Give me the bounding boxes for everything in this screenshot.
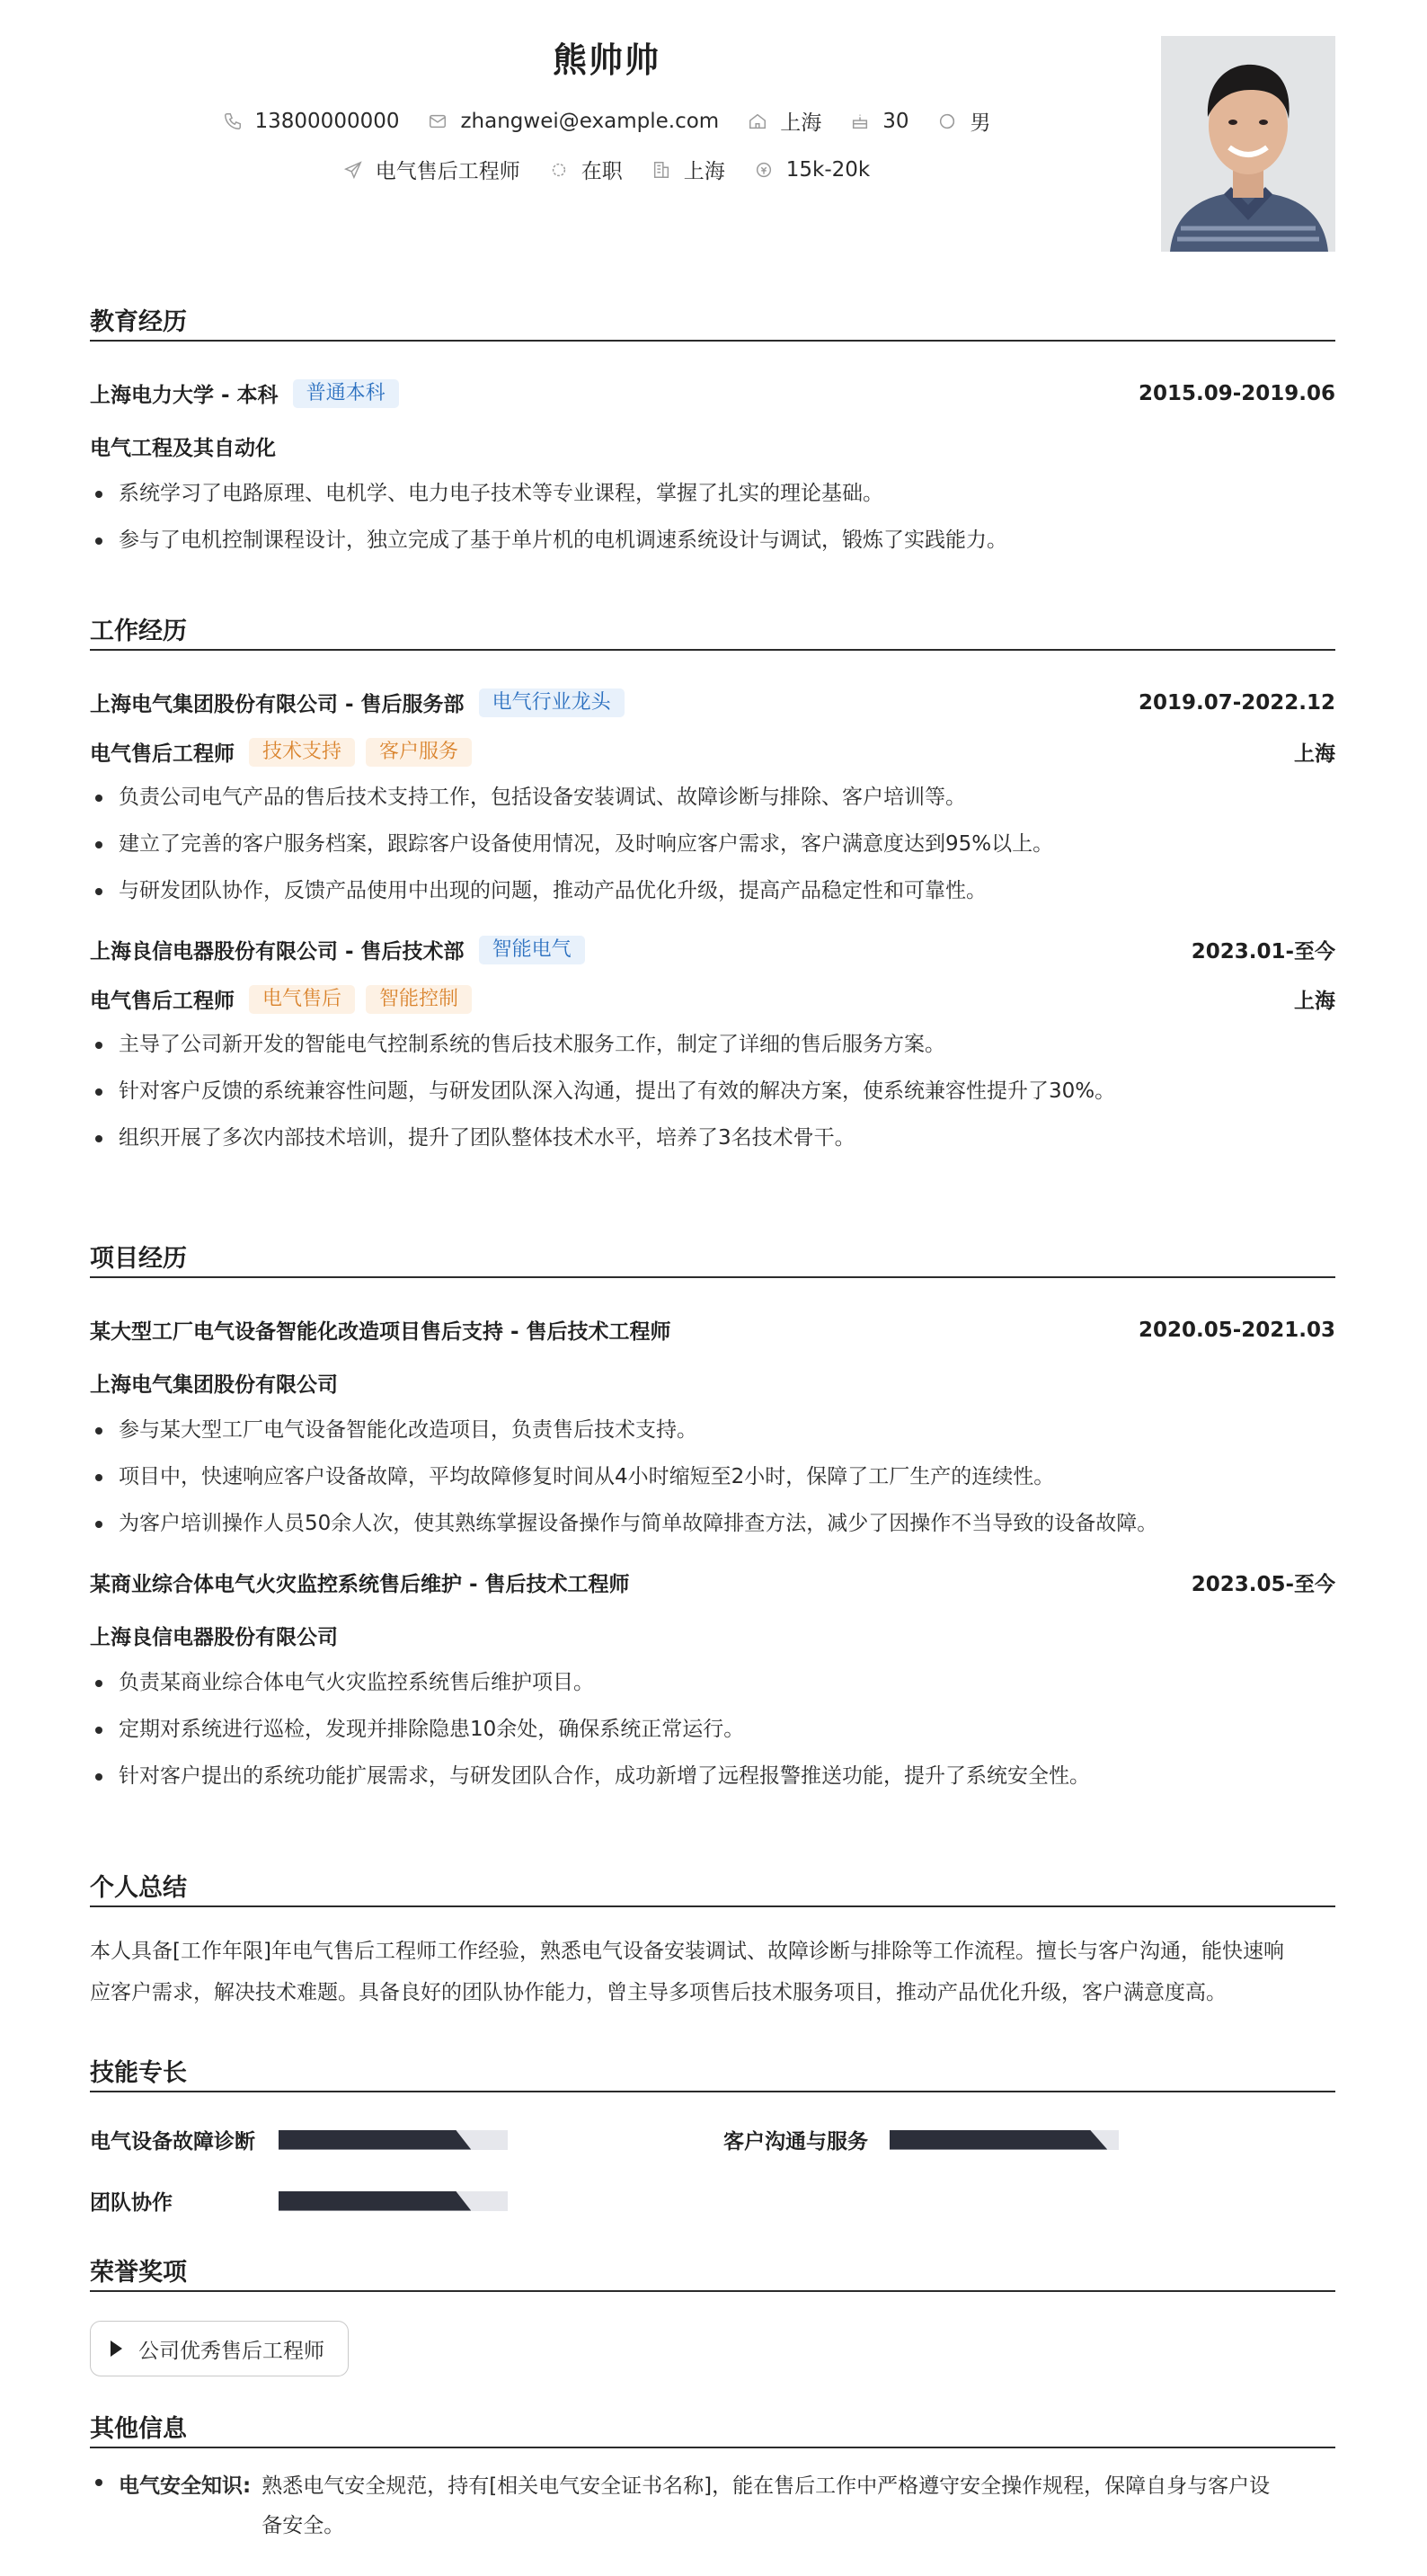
list-item: 与研发团队协作，反馈产品使用中出现的问题，推动产品优化升级，提高产品稳定性和可靠性。 xyxy=(90,875,1335,906)
role-name: 电气售后工程师 xyxy=(90,990,235,1013)
skill-name: 团队协作 xyxy=(90,2191,173,2215)
section-title: 荣誉奖项 xyxy=(90,2252,1335,2292)
salary-text: 15k-20k xyxy=(785,157,871,182)
phone-text: 13800000000 xyxy=(254,109,400,133)
project-name: 某商业综合体电气火灾监控系统售后维护 - 售后技术工程师 xyxy=(90,1573,630,1596)
work-bullets xyxy=(90,1029,1335,1153)
school-tag: 普通本科 xyxy=(293,379,399,408)
role-tag: 技术支持 xyxy=(249,738,355,767)
list-item: 建立了完善的客户服务档案，跟踪客户设备使用情况，及时响应客户需求，客户满意度达到95%以上。 xyxy=(90,829,1335,859)
skill-item xyxy=(90,2186,508,2216)
projects-section xyxy=(90,1239,1335,1791)
list-item: 参与了电机控制课程设计，独立完成了基于单片机的电机调速系统设计与调试，锻炼了实践能力。 xyxy=(90,525,1335,555)
work-section xyxy=(90,611,1335,1153)
intent-row xyxy=(0,155,1213,184)
age-text: 30 xyxy=(882,109,909,133)
gender-text: 男 xyxy=(970,111,991,135)
triangle-icon xyxy=(111,2341,122,2357)
status-item xyxy=(549,155,623,184)
award-name: 公司优秀售后工程师 xyxy=(138,2339,324,2363)
work-role-row xyxy=(90,984,1335,1014)
skill-bar xyxy=(890,2130,1119,2150)
list-item: 为客户培训操作人员50余人次，使其熟练掌握设备操作与简单故障排查方法，减少了因操作不当导致的设备故障。 xyxy=(90,1508,1335,1539)
work-header-row xyxy=(90,935,1335,964)
salary-item xyxy=(754,158,870,182)
other-item-row xyxy=(119,2466,1335,2545)
candidate-name: 熊帅帅 xyxy=(552,40,660,80)
skill-fill xyxy=(279,2130,471,2150)
work-bullets xyxy=(90,782,1335,906)
list-item: 针对客户提出的系统功能扩展需求，与研发团队合作，成功新增了远程报警推送功能，提升了系统安全性。 xyxy=(90,1761,1335,1791)
other-line: 备安全。 xyxy=(261,2514,345,2537)
project-header-row xyxy=(90,1315,1335,1345)
city-text: 上海 xyxy=(780,111,822,135)
award-chip xyxy=(90,2321,349,2376)
list-item: 定期对系统进行巡检，发现并排除隐患10余处，确保系统正常运行。 xyxy=(90,1714,1335,1745)
education-bullets xyxy=(90,478,1335,555)
skills-section xyxy=(90,2053,1335,2218)
education-left xyxy=(90,378,399,408)
work-left xyxy=(90,688,625,717)
target-title-item xyxy=(343,155,520,184)
other-value xyxy=(261,2466,1270,2545)
skills-grid xyxy=(90,2092,1335,2218)
summary-section xyxy=(90,1868,1335,2013)
skill-fill xyxy=(279,2191,471,2211)
skill-fill xyxy=(890,2130,1107,2150)
status-icon xyxy=(549,160,569,180)
list-item: 负责某商业综合体电气火灾监控系统售后维护项目。 xyxy=(90,1667,1335,1698)
project-name: 某大型工厂电气设备智能化改造项目售后支持 - 售后技术工程师 xyxy=(90,1320,671,1344)
building-icon xyxy=(651,160,671,180)
role-left xyxy=(90,984,472,1014)
cake-icon xyxy=(850,111,870,131)
home-icon xyxy=(748,111,767,131)
section-title: 工作经历 xyxy=(90,611,1335,651)
gender-icon xyxy=(937,111,957,131)
role-name: 电气售后工程师 xyxy=(90,742,235,766)
phone-icon xyxy=(223,111,243,131)
role-left xyxy=(90,737,472,767)
email-text: zhangwei@example.com xyxy=(460,109,720,133)
other-line: 熟悉电气安全规范，持有[相关电气安全证书名称]，能在售后工作中严格遵守安全操作规程，保障自身与客户设 xyxy=(261,2474,1271,2498)
role-tag: 客户服务 xyxy=(366,738,472,767)
section-title: 项目经历 xyxy=(90,1239,1335,1278)
list-item: 系统学习了电路原理、电机学、电力电子技术等专业课程，掌握了扎实的理论基础。 xyxy=(90,478,1335,509)
status-text: 在职 xyxy=(581,160,623,183)
education-period: 2015.09-2019.06 xyxy=(1138,381,1335,405)
company-tag: 电气行业龙头 xyxy=(479,688,625,717)
list-item: 主导了公司新开发的智能电气控制系统的售后技术服务工作，制定了详细的售后服务方案。 xyxy=(90,1029,1335,1060)
contact-row xyxy=(0,106,1213,136)
company-tag: 智能电气 xyxy=(479,936,585,964)
project-header-row xyxy=(90,1568,1335,1597)
other-section xyxy=(90,2409,1335,2545)
project-company: 上海电气集团股份有限公司 xyxy=(90,1373,338,1397)
list-item xyxy=(90,2466,1335,2545)
work-header-row xyxy=(90,688,1335,717)
target-city-text: 上海 xyxy=(683,160,725,183)
send-icon xyxy=(343,160,363,180)
work-location: 上海 xyxy=(1294,742,1335,766)
project-period: 2023.05-至今 xyxy=(1191,1573,1335,1596)
city-item xyxy=(748,106,821,136)
section-title: 技能专长 xyxy=(90,2053,1335,2092)
resume-header xyxy=(0,0,1427,270)
summary-text xyxy=(90,1931,1335,2013)
age-item xyxy=(850,110,908,133)
major: 电气工程及其自动化 xyxy=(90,437,276,460)
phone-item xyxy=(223,110,400,133)
list-item: 组织开展了多次内部技术培训，提升了团队整体技术水平，培养了3名技术骨干。 xyxy=(90,1123,1335,1153)
role-tag: 电气售后 xyxy=(249,985,355,1014)
school-name: 上海电力大学 - 本科 xyxy=(90,384,279,407)
role-tag: 智能控制 xyxy=(366,985,472,1014)
target-city-item xyxy=(651,155,725,184)
email-item xyxy=(428,110,719,133)
work-location: 上海 xyxy=(1294,990,1335,1013)
work-left xyxy=(90,935,585,964)
target-title-text: 电气售后工程师 xyxy=(375,160,520,183)
summary-line: 应客户需求，解决技术难题。具备良好的团队协作能力，曾主导多项售后技术服务项目，推动产品优化升级，客户满意度高。 xyxy=(90,1981,1227,2004)
portrait-icon xyxy=(1161,36,1335,252)
work-role-row xyxy=(90,737,1335,767)
list-item: 项目中，快速响应客户设备故障，平均故障修复时间从4小时缩短至2小时，保障了工厂生产的连续性。 xyxy=(90,1461,1335,1492)
list-item: 针对客户反馈的系统兼容性问题，与研发团队深入沟通，提出了有效的解决方案，使系统兼容性提升了30%。 xyxy=(90,1076,1335,1106)
section-title: 教育经历 xyxy=(90,302,1335,342)
summary-line: 本人具备[工作年限]年电气售后工程师工作经验，熟悉电气设备安装调试、故障诊断与排除等工作流程。擅长与客户沟通，能快速响 xyxy=(90,1940,1284,1963)
mail-icon xyxy=(428,111,448,131)
list-item: 负责公司电气产品的售后技术支持工作，包括设备安装调试、故障诊断与排除、客户培训等。 xyxy=(90,782,1335,813)
skill-name: 电气设备故障诊断 xyxy=(90,2130,255,2154)
gender-item xyxy=(937,106,990,136)
work-period: 2019.07-2022.12 xyxy=(1138,690,1335,715)
project-bullets xyxy=(90,1415,1335,1539)
education-header-row xyxy=(90,378,1335,408)
profile-photo xyxy=(1161,36,1335,252)
awards-section xyxy=(90,2252,1335,2376)
education-section xyxy=(90,302,1335,555)
list-item: 参与某大型工厂电气设备智能化改造项目，负责售后技术支持。 xyxy=(90,1415,1335,1445)
company-name: 上海电气集团股份有限公司 - 售后服务部 xyxy=(90,693,465,716)
project-bullets xyxy=(90,1667,1335,1791)
section-title: 个人总结 xyxy=(90,1868,1335,1907)
section-title: 其他信息 xyxy=(90,2409,1335,2448)
skill-bar xyxy=(279,2130,508,2150)
project-period: 2020.05-2021.03 xyxy=(1138,1318,1335,1342)
skill-name: 客户沟通与服务 xyxy=(723,2130,868,2154)
other-key: 电气安全知识: xyxy=(119,2474,252,2498)
skill-bar xyxy=(279,2191,508,2211)
company-name: 上海良信电器股份有限公司 - 售后技术部 xyxy=(90,940,465,964)
work-period: 2023.01-至今 xyxy=(1191,940,1335,964)
skill-item xyxy=(723,2125,1119,2154)
other-list xyxy=(90,2466,1335,2545)
project-company: 上海良信电器股份有限公司 xyxy=(90,1626,338,1649)
awards-list xyxy=(90,2321,1335,2376)
skill-item xyxy=(90,2125,508,2154)
money-icon xyxy=(754,160,774,180)
